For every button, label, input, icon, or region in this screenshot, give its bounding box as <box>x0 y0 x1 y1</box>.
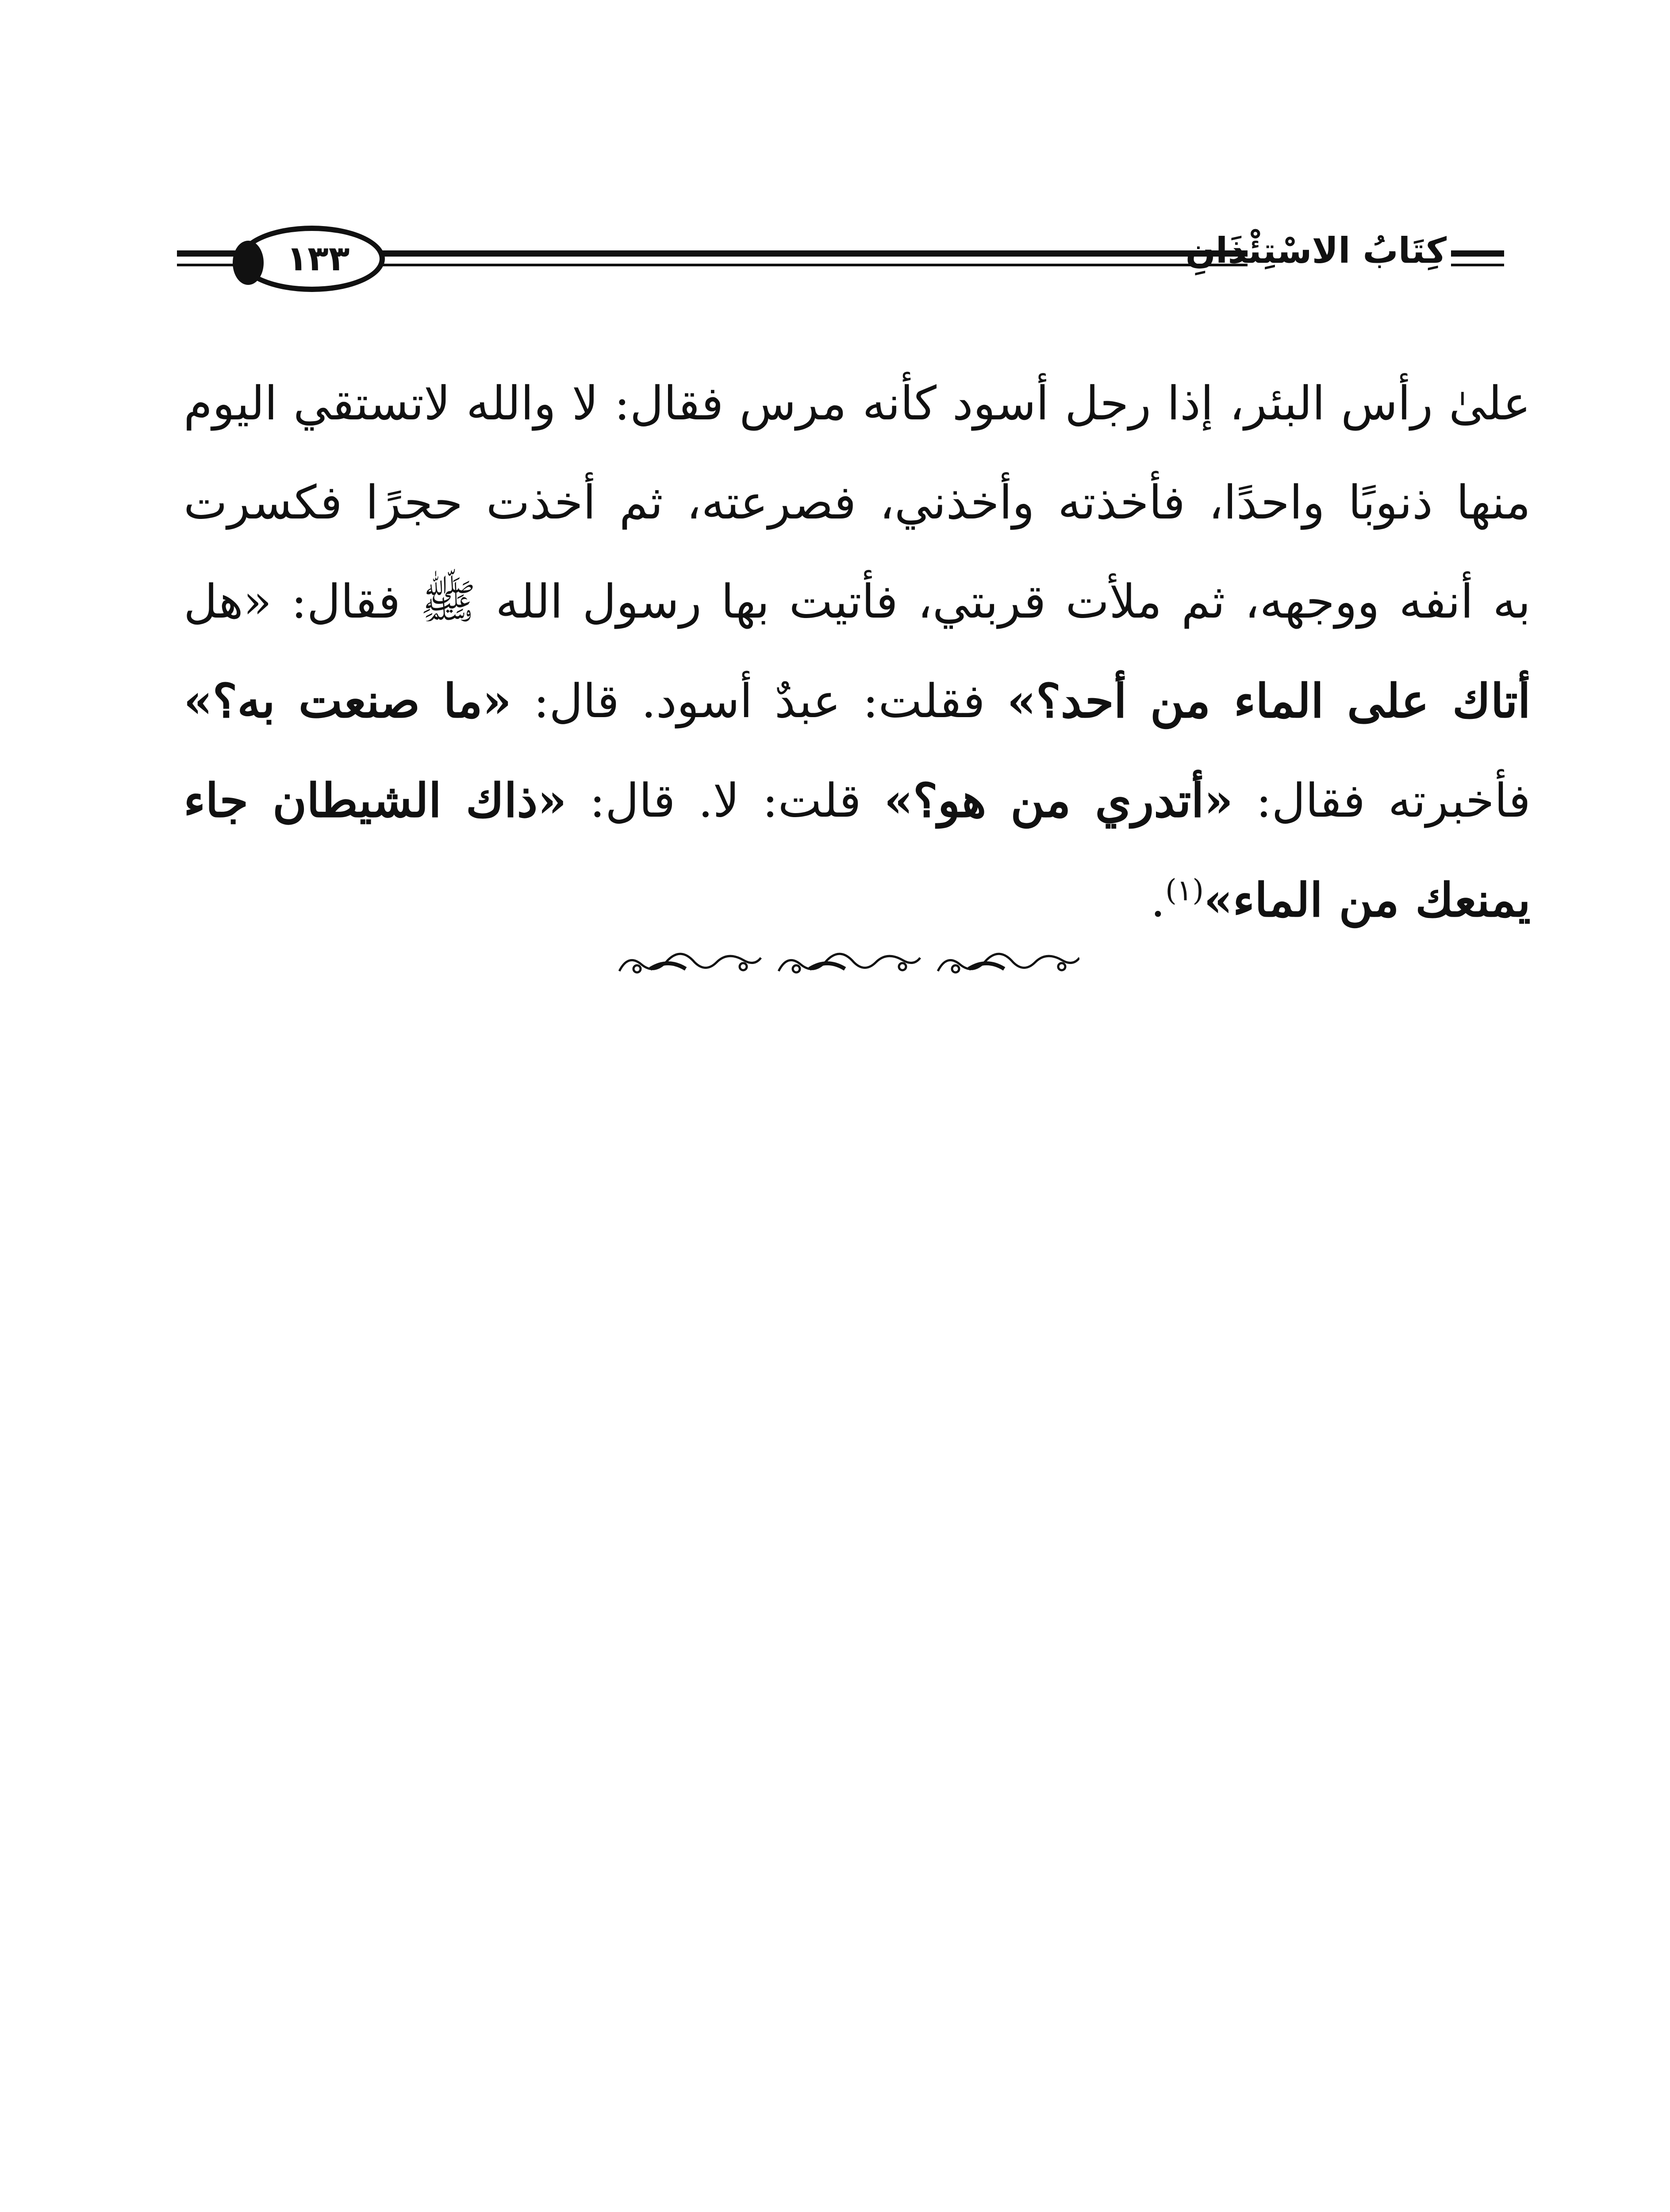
narration: . <box>1150 873 1166 927</box>
page-number-frame <box>239 226 385 292</box>
text-line <box>184 651 1531 751</box>
header-rule <box>1451 264 1504 266</box>
narration: فأخبرته فقال: <box>1233 774 1531 828</box>
header-rule <box>380 250 1248 257</box>
footnote-reference: (١) <box>1165 873 1204 907</box>
narration: فقلت: عبدٌ أسود. قال: <box>511 674 1007 728</box>
text-line: علىٰ رأس البئر، إذا رجل أسود كأنه مرس فقال: لا والله لاتستقي اليوم <box>184 376 1531 430</box>
page-header <box>177 221 1504 310</box>
text-line <box>184 850 1531 950</box>
quoted-speech: يمنعك من الماء» <box>1204 872 1531 927</box>
text-line <box>184 751 1531 850</box>
quoted-speech: «ذاك الشيطان جاء <box>184 773 567 828</box>
narration: قلت: لا. قال: <box>566 774 884 828</box>
body-text <box>184 354 1531 950</box>
running-title: كِتَابُ الاسْتِئْذَانِ <box>1185 230 1447 271</box>
page-number: ١٣٣ <box>286 239 350 279</box>
quoted-speech: «ما صنعت به؟» <box>184 673 512 728</box>
ornament-motif <box>619 954 761 972</box>
header-rule <box>1451 250 1504 257</box>
header-rule <box>380 264 1248 266</box>
ornament-motif <box>779 954 920 972</box>
quoted-speech: «أتدري من هو؟» <box>884 773 1233 828</box>
quoted-speech: أتاك على الماء من أحد؟» <box>1007 673 1531 728</box>
ornament-motif <box>938 954 1079 972</box>
section-divider-ornament <box>610 945 1079 984</box>
text-line: منها ذنوبًا واحدًا، فأخذته وأخذني، فصرعته، ثم أخذت حجرًا فكسرت <box>184 476 1531 530</box>
text-line: به أنفه ووجهه، ثم ملأت قربتي، فأتيت بها رسول الله ﷺ فقال: «هل <box>184 575 1531 629</box>
